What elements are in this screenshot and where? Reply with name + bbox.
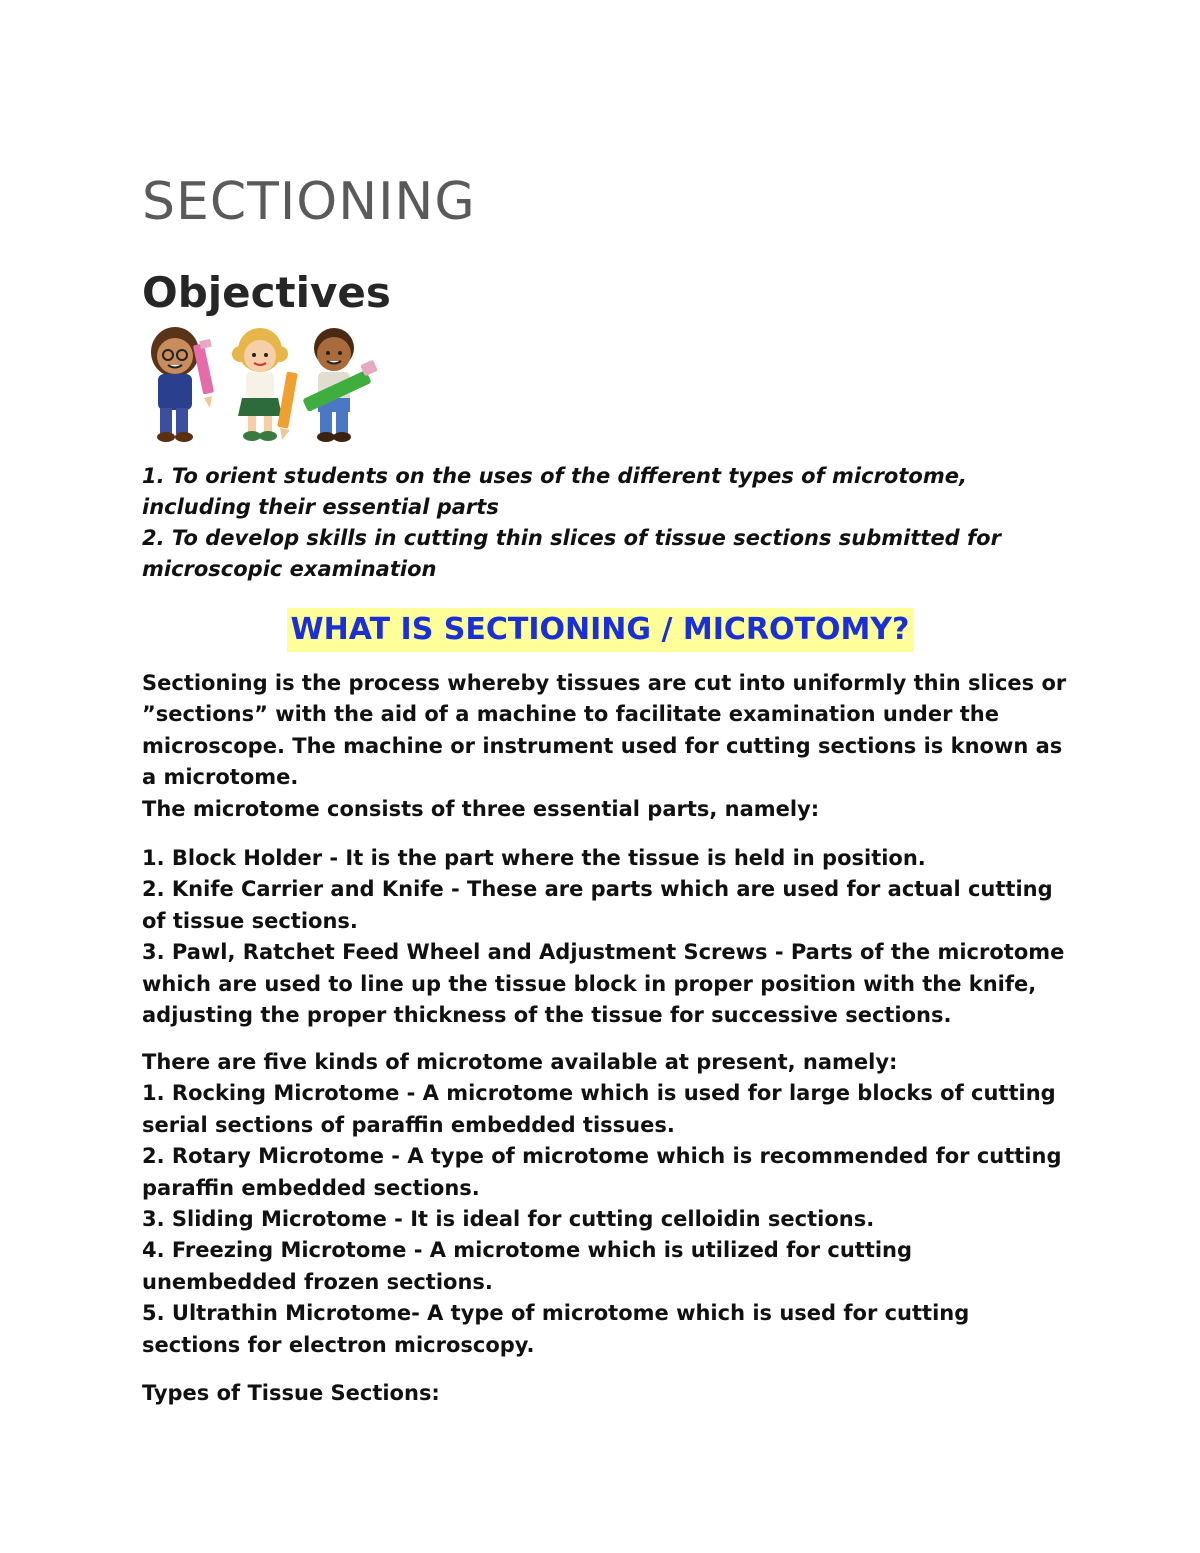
definition-section xyxy=(142,668,1072,825)
kinds-section xyxy=(142,1047,1072,1361)
kid-middle-figure xyxy=(232,328,298,441)
types-section xyxy=(142,1378,1072,1409)
kind-item-3: 3. Sliding Microtome - It is ideal for cutting celloidin sections. xyxy=(142,1207,875,1232)
objective-item-2: 2. To develop skills in cutting thin slices of tissue sections submitted for microscopic examination xyxy=(142,526,1001,581)
parts-list xyxy=(142,843,1072,1031)
part-item-2: 2. Knife Carrier and Knife - These are parts which are used for actual cutting of tissue sections. xyxy=(142,877,1053,933)
part-item-3: 3. Pawl, Ratchet Feed Wheel and Adjustment Screws - Parts of the microtome which are used to line up the tissue block in proper position with the knife, adjusting the proper thickness of the tissue for successive sections. xyxy=(142,940,1065,1028)
kind-item-5: 5. Ultrathin Microtome- A type of microtome which is used for cutting sections for electron microscopy. xyxy=(142,1301,970,1357)
kid-right-figure xyxy=(302,328,378,442)
definition-paragraph: Sectioning is the process whereby tissues are cut into uniformly thin slices or ”sections” with the aid of a machine to facilitate examination under the microscope. The machine or instrument used for cutting sections is known as a microtome. xyxy=(142,671,1067,790)
part-item-1: 1. Block Holder - It is the part where the tissue is held in position. xyxy=(142,846,926,870)
objective-item-1: 1. To orient students on the uses of the different types of microtome, including their essential parts xyxy=(142,464,967,519)
objectives-heading: Objectives xyxy=(142,268,391,317)
question-heading: WHAT IS SECTIONING / MICROTOMY? xyxy=(287,608,914,652)
kind-item-4: 4. Freezing Microtome - A microtome which is utilized for cutting unembedded frozen sections. xyxy=(142,1238,913,1294)
kid-left-figure xyxy=(151,327,214,442)
page-title: SECTIONING xyxy=(142,172,476,232)
kind-item-2: 2. Rotary Microtome - A type of microtome which is recommended for cutting paraffin embedded sections. xyxy=(142,1144,1062,1200)
kids-with-pencils-illustration xyxy=(142,322,382,444)
parts-intro: The microtome consists of three essential parts, namely: xyxy=(142,796,820,821)
question-heading-container xyxy=(142,608,1058,652)
types-heading: Types of Tissue Sections: xyxy=(142,1381,440,1405)
kinds-intro: There are five kinds of microtome available at present, namely: xyxy=(142,1050,898,1074)
kind-item-1: 1. Rocking Microtome - A microtome which is used for large blocks of cutting serial sections of paraffin embedded tissues. xyxy=(142,1081,1056,1137)
objectives-list xyxy=(142,461,1072,585)
